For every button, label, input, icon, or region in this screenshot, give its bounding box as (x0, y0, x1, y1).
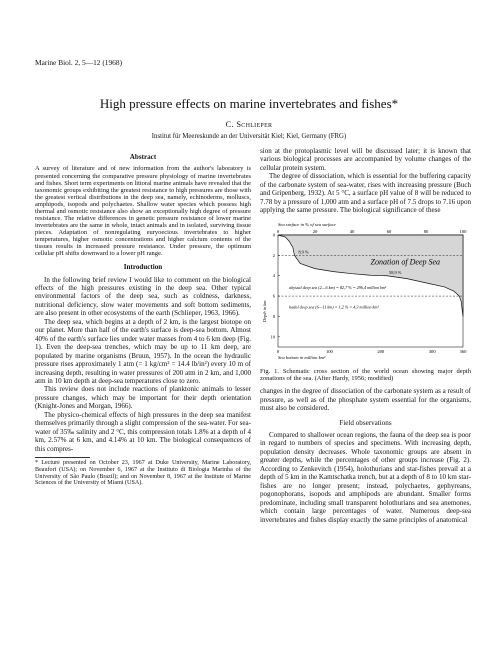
intro-paragraph-1: In the following brief review I would like to comment on the biological effects of the high pressures existing in the deep sea. Other typical environmental factors of the deep sea, such as coldness, darkness, nutritional deficiency, slow water movements and soft bottom sediments, are also present in other ecosystems of the earth (Schlieper, 1963, 1966). (35, 275, 251, 318)
footnote-divider (35, 457, 90, 458)
legend-entry: abyssal deep sea (2—6 km) = 82,7 % = 296,4 million km² (289, 284, 387, 290)
bottom-tick-label: 100 (325, 348, 333, 354)
figure-1-caption: Fig. 1. Schematic cross section of the world ocean showing major depth zonations of the sea. (After Hardy, 1956; modified) (260, 367, 471, 382)
top-tick-label: 20 (312, 228, 318, 234)
footnote: * Lecture presented on October 23, 1967 at Duke University, Marine Laboratory, Beaufort (USA); on November 6, 1967 at the Instituto di Biologia Marinha of the University of São Paulo (Brazil); and on November 8, 1967 at the Institute of Marine Sciences of the University of Miami (USA). (35, 460, 251, 487)
right-paragraph-1: sion at the protoplasmic level will be discussed later; it is known that various biological processes are accompanied by volume changes of the cellular protein system. (260, 147, 471, 172)
bottom-tick-label: 300 (428, 348, 436, 354)
y-axis-label: Depth in km (262, 300, 267, 322)
legend-entry: hadal deep sea (6—11 km) = 1,2 % = 4,3 million km² (289, 303, 379, 309)
top-tick-label: 40 (349, 228, 355, 234)
field-observations-heading: Field observations (339, 418, 392, 427)
bottom-tick-label: 0 (276, 348, 280, 354)
y-tick-label: 8 (272, 313, 275, 319)
top-tick-label: 60 (386, 228, 392, 234)
paper-title: High pressure effects on marine invertebrates and fishes* (99, 96, 399, 111)
intro-paragraph-3: This review does not include reactions of planktonic animals to lesser pressure changes, which may be important for their depth orientation (Knight-Jones and Morgan, 1966). (35, 385, 251, 411)
percent-label: 8,9 % (298, 248, 309, 254)
right-paragraph-3: changes in the degree of dissociation of the carbonate system as a result of pressure, as well as of the phosphate system essential for the organisms, must also be considered. (260, 387, 471, 413)
bottom-tick-label: 200 (377, 348, 385, 354)
author-institute: Institut für Meereskunde an der Universität Kiel; Kiel, Germany (FRG) (151, 133, 347, 140)
y-tick-label: 4 (272, 272, 275, 278)
right-paragraph-4: Compared to shallower ocean regions, the fauna of the deep sea is poor in regard to numbers of species and specimens. With increasing depth, population density decreases. Whole taxonomic groups are absent in greater depths, while the percentages of other groups increase (Fig. 2). According to Zenkevitch (1954), holothurians and star-fishes prevail at a depth of 5 km in the Kamtschatka trench, but at a depth of 8 to 10 km star-fishes are no longer present; instead, polychaetes, gephyreans, pogonophorans, isopods and amphipods are abundant. Smaller forms predominate, including small transparent holothurians and sea anemones, which contain large percentages of water. Numerous deep-sea invertebrates and fishes display exactly the same principles of anatomical (260, 431, 471, 524)
figure-1 (260, 221, 471, 366)
y-tick-label: 2 (272, 252, 275, 258)
introduction-heading: Introduction (123, 263, 163, 272)
y-tick-label: 10 (270, 333, 275, 339)
intro-paragraph-4: The physico-chemical effects of high pressures in the deep sea manifest themselves primarily through a slight compression of the sea-water. For sea-water of 35‰ salinity and 2 °C, this compression totals 1.8% at a depth of 4 km, 2.57% at 6 km, and 4.14% at 10 km. The biological consequences of this compres- (35, 410, 251, 453)
left-column (35, 147, 251, 487)
abstract-text: A survey of literature and of new information from the author's laboratory is presented concerning the comparative pressure physiology of marine invertebrates and fishes. Short term experiments on littoral marine animals have revealed that the taxonomic groups exhibiting the greatest resistance to high pressures are those with the greatest vertical distributions in the deep sea, namely, echinoderms, molluscs, amphipods, isopods and polychaetes. Shallow water species which possess high thermal and osmotic resistance also show an exceptionally high degree of pressure resistance. The relative differences in genetic pressure resistance of lower marine invertebrates are the same in whole, intact animals and in isolated, surviving tissue pieces. Adaptation of nonregulating euryoecious invertebrates to higher temperatures, higher osmotic concentrations and higher calcium contents of the tissues results in increased pressure resistance. Under pressure, the optimum cellular pH shifts downward to a lower pH range. (35, 165, 251, 258)
author-name: C. Schlieper (225, 120, 273, 129)
percent-label: 58,9 % (389, 269, 402, 275)
top-axis-label: Sea surface in % of sea surface (278, 221, 336, 227)
intro-paragraph-2: The deep sea, which begins at a depth of 2 km, is the largest biotope on our planet. More than half of the earth's surface is deep-sea bottom. Almost 40% of the earth's surface lies under water masses from 4 to 6 km deep (Fig. 1). Even the deep-sea trenches, which may be up to 11 km deep, are populated by marine organisms (Bruun, 1957). In the ocean the hydraulic pressure rises approximately 1 atm (= 1 kg/cm² = 14.4 lb/in²) every 10 m of increasing depth, resulting in water pressures of 200 atm in 2 km, and 1,000 atm in 10 km depth at deep-sea temperatures close to zero. (35, 317, 251, 385)
y-tick-label: 6 (272, 293, 275, 299)
bottom-axis-label: Sea bottom in million km² (278, 354, 326, 360)
right-column (260, 147, 471, 524)
right-paragraph-2: The degree of dissociation, which is essential for the buffering capacity of the carbonate system of sea-water, rises with increasing pressure (Buch and Gripenberg, 1932). At 5 °C, a surface pH value of 8 will be reduced to 7.78 by a pressure of 1,000 atm and a surface pH of 7.5 drops to 7.16 upon applying the same pressure. The biological significance of these (260, 172, 471, 215)
journal-citation: Marine Biol. 2, 5—12 (1968) (35, 58, 123, 67)
depth-zonation-chart (260, 221, 471, 366)
top-tick-label: 100 (459, 228, 467, 234)
top-tick-label: 80 (423, 228, 429, 234)
zone-label: Zonation of Deep Sea (370, 257, 441, 267)
abstract-heading: Abstract (129, 153, 157, 161)
bottom-tick-label: 360 (459, 348, 467, 354)
top-tick-label: 0 (276, 228, 280, 234)
y-tick-label: 0 (272, 232, 275, 238)
